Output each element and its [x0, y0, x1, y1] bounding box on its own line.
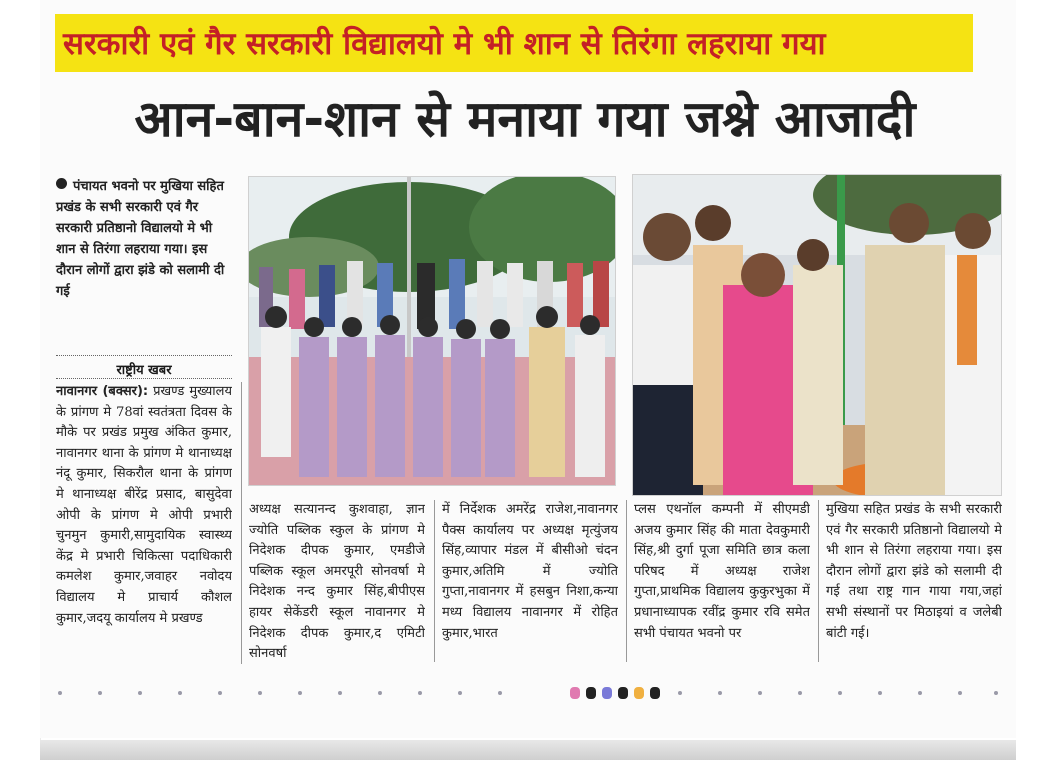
divider: [56, 355, 232, 356]
summary-box: [56, 176, 232, 352]
divider: [56, 378, 232, 379]
photo-school-flag-hoisting: [248, 176, 616, 486]
photo-officials-saluting: [632, 174, 1002, 496]
column-rule: [818, 500, 819, 662]
column-rule: [626, 500, 627, 662]
article-column-3: [442, 500, 618, 664]
bullet-icon: [56, 178, 67, 189]
column-rule: [434, 500, 435, 662]
column-text: मुखिया सहित प्रखंड के सभी सरकारी एवं गैर सरकारी प्रतिष्ठानो विद्यालयो मे भी शान से तिरंगा लहराया गया। इस दौरान लोगों द्वारा झंडे को सलामी दी गई तथा राष्ट्र गान गाया गया,जहां सभी संस्थानों पर मिठाइयां व जलेबी बांटी गई।: [826, 502, 1002, 641]
decorative-dot-strip: [40, 684, 1016, 702]
article-column-4: [634, 500, 810, 664]
column-text: प्रखण्ड मुख्यालय के प्रांगण मे 78वां स्वतंत्रता दिवस के मौके पर प्रखंड प्रमुख अंकित कुमार, नावानगर थाना के प्रांगण मे थानाध्यक्ष नंदू कुमार, सिकरौल थाना के प्रांगण मे थानाध्यक्ष बीरेंद्र प्रसाद, बासुदेवा ओपी के प्रांगण मे ओपी प्रभारी चुनमुन कुमारी,सामुदायिक स्वास्थ्य केंद्र मे प्रभारी चिकित्सा पदाधिकारी कमलेश कुमार,जवाहर नवोदय विद्यालय मे प्राचार्य कौशल कुमार,जदयू कार्यालय मे प्रखण्ड: [56, 384, 232, 626]
dateline: नावानगर (बक्सर):: [56, 384, 149, 399]
column-text: प्लस एथनॉल कम्पनी में सीएमडी अजय कुमार सिंह की माता देवकुमारी सिंह,श्री दुर्गा पूजा समिति छात्र कला परिषद में अध्यक्ष राजेश गुप्ता,प्राथमिक विद्यालय कुकुरभुका में प्रधानाध्यापक रवींद्र कुमार रवि समेत सभी पंचायत भवनो पर: [634, 502, 810, 641]
column-text: अध्यक्ष सत्यानन्द कुशवाहा, ज्ञान ज्योति पब्लिक स्कुल के प्रांगण मे निदेशक दीपक कुमार, एमडीजे पब्लिक स्कूल अमरपूरी सोनवर्षा मे निदेशक नन्द कुमार सिंह,बीपीएस हायर सेकेंडरी स्कूल नावानगर मे निदेशक दीपक कुमार,द एमिटी सोनवर्षा: [249, 502, 425, 662]
footer-bar: [40, 740, 1016, 760]
article-column-2: [249, 500, 425, 664]
source-credit: राष्ट्रीय खबर: [116, 363, 172, 378]
column-rule: [241, 382, 242, 664]
column-text: में निर्देशक अमरेंद्र राजेश,नावानगर पैक्स कार्यालय पर अध्यक्ष मृत्युंजय सिंह,व्यापार मंडल में बीसीओ चंदन कुमार,अतिमि में ज्योति गुप्ता,नावानगर में हसबुन निशा,कन्या मध्य विद्यालय नावानगर में रोहित कुमार,भारत: [442, 502, 618, 641]
kicker-headline: सरकारी एवं गैर सरकारी विद्यालयो मे भी शान से तिरंगा लहराया गया: [55, 14, 973, 72]
article-column-1: [56, 382, 232, 664]
article-column-5: [826, 500, 1002, 664]
summary-text: पंचायत भवनो पर मुखिया सहित प्रखंड के सभी सरकारी एवं गैर सरकारी प्रतिष्ठानो विद्यालयो मे भी शान से तिरंगा लहराया गया। इस दौरान लोगों द्वारा झंडे को सलामी दी गई: [56, 179, 225, 299]
main-headline: आन-बान-शान से मनाया गया जश्ने आजादी: [134, 90, 916, 148]
